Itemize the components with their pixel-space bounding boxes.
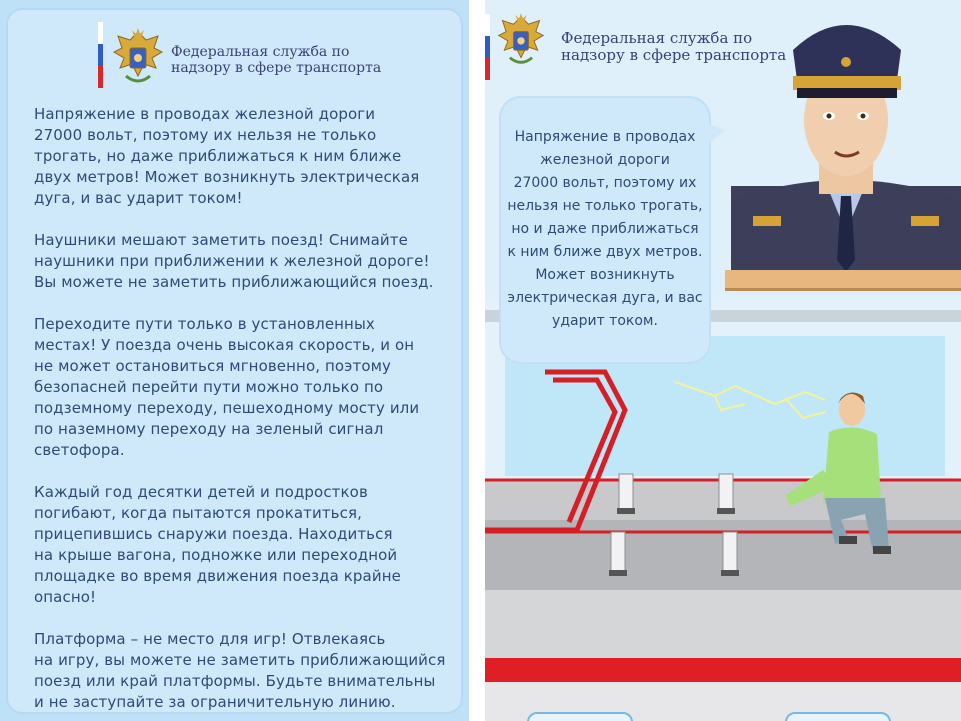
rule-paragraph-5: Платформа – не место для игр! Отвлекаясь на игру, вы можете не заметить приближающийся поезд или край платформы. Будьте внимательны и не заступайте за ограничительную линию. — [34, 630, 446, 711]
agency-line-1: Федеральная служба по — [171, 44, 350, 60]
agency-line-2: надзору в сфере транспорта — [561, 46, 787, 64]
speech-bubble-tail — [699, 120, 725, 152]
eagle-emblem-icon — [495, 10, 547, 70]
rule-paragraph-1: Напряжение в проводах железной дороги 27000 вольт, поэтому их нельзя не только трогать, но даже приближаться к ним ближе двух метров! Может возникнуть электрическая дуга, и вас ударит током! — [34, 105, 420, 207]
russian-flag-icon — [485, 14, 490, 80]
russian-flag-icon — [98, 22, 103, 88]
officer-ledge — [725, 270, 961, 291]
next-button[interactable] — [785, 712, 891, 721]
officer-character-icon — [731, 10, 961, 272]
agency-line-2: надзору в сфере транспорта — [171, 60, 382, 76]
left-info-panel — [0, 0, 469, 721]
back-button[interactable] — [527, 712, 633, 721]
right-game-panel — [485, 0, 961, 721]
info-card — [6, 8, 463, 714]
agency-name — [171, 44, 381, 76]
eagle-emblem-icon — [110, 26, 166, 88]
rule-paragraph-4: Каждый год десятки детей и подростков погибают, когда пытаются прокатиться, прицепившись снаружи поезда. Находиться на крыше вагона, подножке или переходной площадке во время движения поезда крайне опасно! — [34, 483, 401, 606]
speech-text: Напряжение в проводах железной дороги 27000 вольт, поэтому их нельзя не только трогать, но и даже приближаться к ним ближе двух метров. Может возникнуть электрическая дуга, и вас ударит током. — [507, 129, 703, 329]
agency-line-1: Федеральная служба по — [561, 29, 753, 47]
rule-paragraph-3: Переходите пути только в установленных местах! У поезда очень высокая скорость, и он не может остановиться мгновенно, поэтому безопасней перейти пути можно только по подземному переходу, пешеходному мосту или по наземному переходу на зеленый сигнал светофора. — [34, 315, 420, 459]
speech-bubble — [499, 96, 711, 364]
safety-rules-text — [34, 104, 464, 721]
rule-paragraph-2: Наушники мешают заметить поезд! Снимайте наушники при приближении к железной дороге! Вы можете не заметить приближающийся поезд. — [34, 231, 434, 291]
